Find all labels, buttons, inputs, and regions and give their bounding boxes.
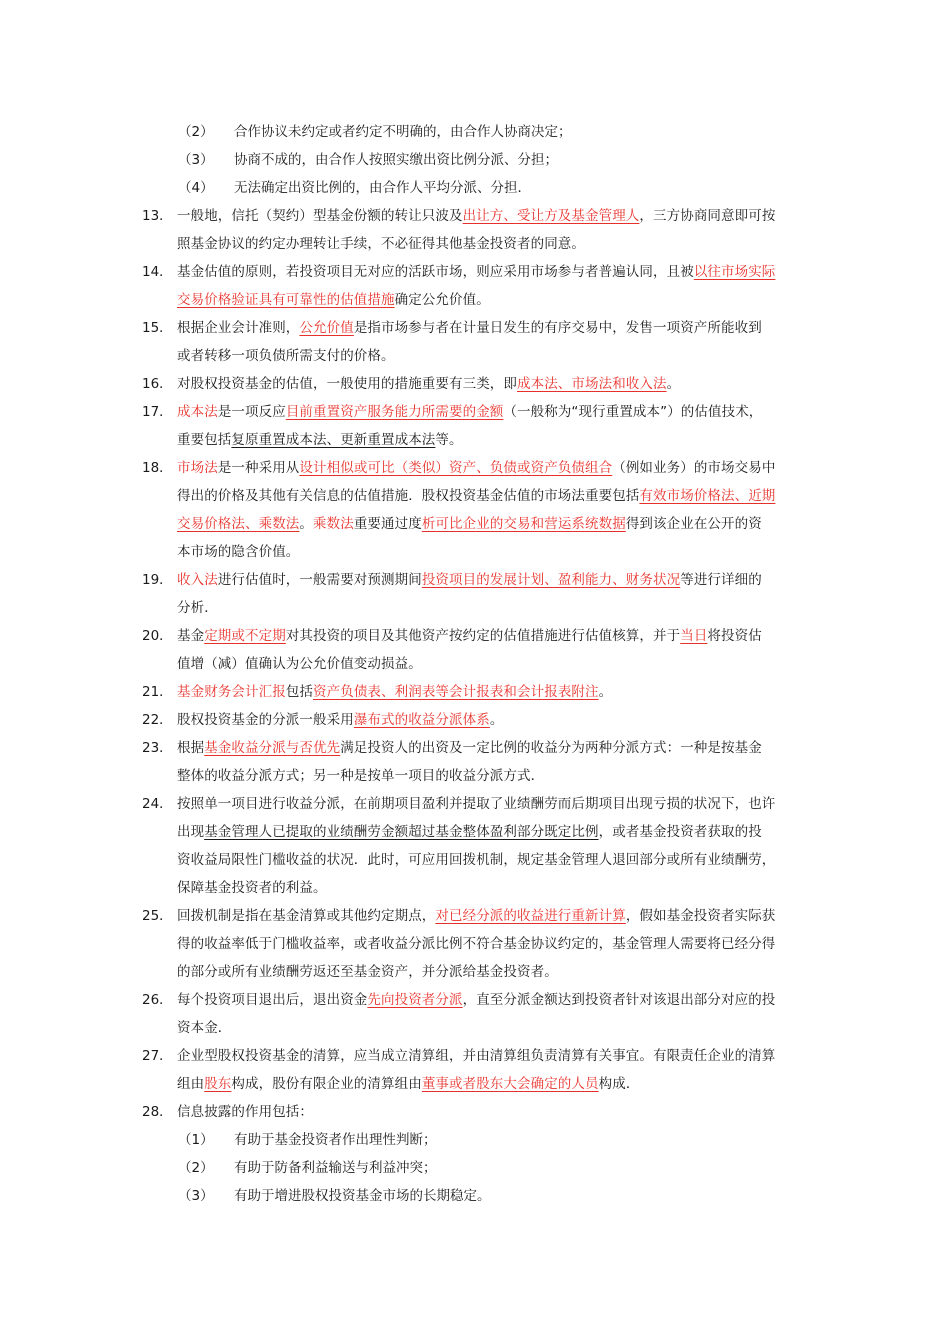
highlighted-term: 对已经分派的收益进行重新计算 <box>435 908 626 924</box>
list-item-continuation <box>0 342 950 370</box>
text-segment: ，假如基金投资者实际获 <box>625 908 776 924</box>
highlighted-term: 设计相似或可比（类似）资产、负债或资产负债组合 <box>299 460 613 476</box>
highlighted-term: 交易价格法、乘数法 <box>177 516 300 532</box>
list-item <box>0 370 950 398</box>
list-item <box>0 790 950 818</box>
list-item <box>0 1042 950 1070</box>
item-number: 19． <box>142 572 173 588</box>
text-segment: 。 <box>489 712 504 728</box>
list-item-continuation <box>0 510 950 538</box>
highlighted-term: 交易价格验证具有可靠性的估值措施 <box>177 292 395 308</box>
line-text <box>177 874 327 902</box>
text-segment: 重要通过度 <box>353 516 422 532</box>
text-segment: 得到该企业在公开的资 <box>625 516 762 532</box>
text-segment: 构成． <box>598 1076 640 1092</box>
item-number: 26． <box>142 992 173 1008</box>
text-segment: 本市场的隐含价值。 <box>177 544 300 560</box>
highlighted-term: 当日 <box>680 628 708 644</box>
item-number: 13． <box>142 208 173 224</box>
list-item-continuation <box>0 1014 950 1042</box>
item-number: 14． <box>142 264 173 280</box>
list-item <box>0 258 950 286</box>
list-item-continuation <box>0 230 950 258</box>
line-text <box>177 1098 313 1126</box>
highlighted-term: 资产负债表、利润表等会计报表和会计报表附注 <box>313 684 599 700</box>
item-number: 17． <box>142 404 173 420</box>
highlighted-term: 先向投资者分派 <box>367 992 463 1008</box>
list-item-continuation <box>0 846 950 874</box>
text-segment: 得的收益率低于门槛收益率，或者收益分派比例不符合基金协议约定的，基金管理人需要将已经分得 <box>177 936 776 952</box>
highlighted-term: 目前重置资产服务能力所需要的金额 <box>285 404 504 420</box>
line-text <box>177 1014 231 1042</box>
highlighted-term: 股东 <box>204 1076 232 1092</box>
sub-list-item <box>0 174 950 202</box>
list-item-continuation <box>0 874 950 902</box>
line-text <box>177 986 775 1014</box>
text-segment: ，或者基金投资者获取的投 <box>598 824 762 840</box>
line-text <box>177 734 762 762</box>
highlighted-term: 成本法 <box>177 404 218 420</box>
item-number: 18． <box>142 460 173 476</box>
line-text <box>234 1154 437 1182</box>
list-item-continuation <box>0 594 950 622</box>
list-item-continuation <box>0 958 950 986</box>
text-segment: 整体的收益分派方式；另一种是按单一项目的收益分派方式． <box>177 768 545 784</box>
text-segment: 合作协议未约定或者约定不明确的，由合作人协商决定； <box>234 124 572 140</box>
sub-list-item <box>0 1126 950 1154</box>
text-segment: 根据企业会计准则， <box>177 320 300 336</box>
item-number: 22． <box>142 712 173 728</box>
item-number: 20． <box>142 628 173 644</box>
text-segment: 照基金协议的约定办理转让手续，不必征得其他基金投资者的同意。 <box>177 236 585 252</box>
text-segment: 进行估值时，一般需要对预测期间 <box>217 572 422 588</box>
item-number: 21． <box>142 684 173 700</box>
highlighted-term: 乘数法 <box>313 516 354 532</box>
line-text <box>177 958 558 986</box>
sub-item-index: （3） <box>178 152 214 168</box>
text-segment: 无法确定出资比例的，由合作人平均分派、分担． <box>234 180 531 196</box>
list-item <box>0 902 950 930</box>
text-segment: ，直至分派金额达到投资者针对该退出部分对应的投 <box>462 992 776 1008</box>
text-segment: 基金 <box>177 628 205 644</box>
text-segment: 。 <box>598 684 613 700</box>
list-item-continuation <box>0 650 950 678</box>
highlighted-term: 定期或不定期 <box>204 628 286 644</box>
line-text <box>177 594 218 622</box>
list-item <box>0 734 950 762</box>
text-segment: 基金估值的原则，若投资项目无对应的活跃市场，则应采用市场参与者普遍认同，且被 <box>177 264 694 280</box>
highlighted-term: 基金财务会计汇报 <box>177 684 286 700</box>
list-item-continuation <box>0 762 950 790</box>
text-segment: 股权投资基金的分派一般采用 <box>177 712 354 728</box>
text-segment: 回拨机制是指在基金清算或其他约定期点， <box>177 908 436 924</box>
sub-item-index: （3） <box>178 1188 214 1204</box>
highlighted-term: 有效市场价格法、近期 <box>639 488 776 504</box>
text-segment: 值增（减）值确认为公允价值变动损益。 <box>177 656 422 672</box>
line-text <box>177 1070 639 1098</box>
sub-list-item <box>0 118 950 146</box>
highlighted-term: 收入法 <box>177 572 218 588</box>
text-segment: 满足投资人的出资及一定比例的收益分为两种分派方式：一种是按基金 <box>340 740 762 756</box>
text-segment: 有助于增进股权投资基金市场的长期稳定。 <box>234 1188 491 1204</box>
highlighted-term: 投资项目的发展计划、盈利能力、财务状况 <box>421 572 681 588</box>
highlighted-term: 市场法 <box>177 460 218 476</box>
line-text <box>177 566 762 594</box>
text-segment: 或者转移一项负债所需支付的价格。 <box>177 348 395 364</box>
item-number: 15． <box>142 320 173 336</box>
item-number: 23． <box>142 740 173 756</box>
list-item <box>0 202 950 230</box>
sub-item-index: （4） <box>178 180 214 196</box>
line-text <box>177 622 762 650</box>
line-text <box>177 846 775 874</box>
line-text <box>177 370 680 398</box>
text-segment: 对其投资的项目及其他资产按约定的估值措施进行估值核算，并于 <box>285 628 681 644</box>
line-text <box>177 790 775 818</box>
highlighted-term: 基金收益分派与否优先 <box>204 740 341 756</box>
text-segment: 有助于基金投资者作出理性判断； <box>234 1132 437 1148</box>
highlighted-term: 出让方、受让方及基金管理人 <box>462 208 640 224</box>
list-item <box>0 1098 950 1126</box>
document-page <box>0 118 950 1210</box>
line-text <box>234 118 572 146</box>
text-segment: 一般地，信托（契约）型基金份额的转让只波及 <box>177 208 463 224</box>
line-text <box>177 1042 775 1070</box>
highlighted-term: 析可比企业的交易和营运系统数据 <box>421 516 626 532</box>
text-segment: 重要包括 <box>177 432 232 448</box>
text-segment: 每个投资项目退出后，退出资金 <box>177 992 368 1008</box>
highlighted-term: 成本法、市场法和收入法 <box>517 376 667 392</box>
line-text <box>177 650 422 678</box>
list-item <box>0 986 950 1014</box>
text-segment: 按照单一项目进行收益分派，在前期项目盈利并提取了业绩酬劳而后期项目出现亏损的状况下，也许 <box>177 796 776 812</box>
list-item-continuation <box>0 930 950 958</box>
list-item <box>0 398 950 426</box>
highlighted-term: 公允价值 <box>299 320 354 336</box>
highlighted-term: 以往市场实际 <box>693 264 776 280</box>
sub-item-index: （2） <box>178 124 214 140</box>
list-item <box>0 566 950 594</box>
line-text <box>177 230 585 258</box>
list-item <box>0 454 950 482</box>
line-text <box>177 902 775 930</box>
text-segment: 根据 <box>177 740 205 756</box>
item-number: 27． <box>142 1048 173 1064</box>
list-item-continuation <box>0 538 950 566</box>
text-segment: 。 <box>666 376 681 392</box>
highlighted-term: 基金管理人已提取的业绩酬劳金额超过基金整体盈利部分既定比例 <box>204 824 599 840</box>
text-segment: 包括 <box>285 684 314 700</box>
line-text <box>177 818 762 846</box>
item-number: 24． <box>142 796 173 812</box>
line-text <box>177 314 762 342</box>
text-segment: 得出的价格及其他有关信息的估值措施．股权投资基金估值的市场法重要包括 <box>177 488 640 504</box>
highlighted-term: 董事或者股东大会确定的人员 <box>421 1076 599 1092</box>
sub-list-item <box>0 1154 950 1182</box>
text-segment: ，三方协商同意即可按 <box>639 208 776 224</box>
text-segment: 企业型股权投资基金的清算，应当成立清算组，并由清算组负责清算有关事宜。有限责任企业的清算 <box>177 1048 776 1064</box>
text-segment: 组由 <box>177 1076 205 1092</box>
sub-list-item <box>0 146 950 174</box>
text-segment: 等。 <box>435 432 463 448</box>
highlighted-term: 复原重置成本法、更新重置成本法 <box>231 432 436 448</box>
text-segment: 是一项反应 <box>217 404 286 420</box>
list-item-continuation <box>0 1070 950 1098</box>
text-segment: 对股权投资基金的估值，一般使用的措施重要有三类，即 <box>177 376 517 392</box>
line-text <box>177 678 612 706</box>
line-text <box>177 258 775 286</box>
list-item <box>0 678 950 706</box>
text-segment: 资本金． <box>177 1020 232 1036</box>
list-item-continuation <box>0 818 950 846</box>
list-item <box>0 706 950 734</box>
line-text <box>177 510 762 538</box>
text-segment: （一般称为“现行重置成本”）的估值技术， <box>503 404 763 420</box>
line-text <box>177 454 775 482</box>
text-segment: 的部分或所有业绩酬劳返还至基金资产，并分派给基金投资者。 <box>177 964 558 980</box>
line-text <box>234 174 531 202</box>
list-item <box>0 622 950 650</box>
line-text <box>177 538 299 566</box>
list-item-continuation <box>0 286 950 314</box>
text-segment: 保障基金投资者的利益。 <box>177 880 327 896</box>
line-text <box>177 286 490 314</box>
line-text <box>234 146 558 174</box>
line-text <box>177 706 503 734</box>
sub-item-index: （2） <box>178 1160 214 1176</box>
list-item-continuation <box>0 482 950 510</box>
sub-item-index: （1） <box>178 1132 214 1148</box>
text-segment: （例如业务）的市场交易中 <box>612 460 776 476</box>
line-text <box>177 930 775 958</box>
line-text <box>177 482 775 510</box>
text-segment: 是指市场参与者在计量日发生的有序交易中，发售一项资产所能收到 <box>353 320 762 336</box>
text-segment: 出现 <box>177 824 205 840</box>
line-text <box>177 398 762 426</box>
item-number: 16． <box>142 376 173 392</box>
line-text <box>177 202 775 230</box>
text-segment: 。 <box>299 516 314 532</box>
text-segment: 分析． <box>177 600 218 616</box>
line-text <box>177 762 544 790</box>
text-segment: 是一种采用从 <box>217 460 300 476</box>
list-item <box>0 314 950 342</box>
line-text <box>234 1182 491 1210</box>
text-segment: 确定公允价值。 <box>394 292 490 308</box>
highlighted-term: 瀑布式的收益分派体系 <box>353 712 490 728</box>
line-text <box>177 426 463 454</box>
item-number: 28． <box>142 1104 173 1120</box>
line-text <box>234 1126 437 1154</box>
text-segment: 将投资估 <box>707 628 762 644</box>
line-text <box>177 342 395 370</box>
text-segment: 构成，股份有限企业的清算组由 <box>231 1076 422 1092</box>
text-segment: 有助于防备利益输送与利益冲突； <box>234 1160 437 1176</box>
text-segment: 协商不成的，由合作人按照实缴出资比例分派、分担； <box>234 152 558 168</box>
text-segment: 等进行详细的 <box>680 572 762 588</box>
item-number: 25． <box>142 908 173 924</box>
sub-list-item <box>0 1182 950 1210</box>
text-segment: 信息披露的作用包括： <box>177 1104 313 1120</box>
text-segment: 资收益局限性门槛收益的状况．此时，可应用回拨机制，规定基金管理人退回部分或所有业绩酬劳， <box>177 852 776 868</box>
list-item-continuation <box>0 426 950 454</box>
